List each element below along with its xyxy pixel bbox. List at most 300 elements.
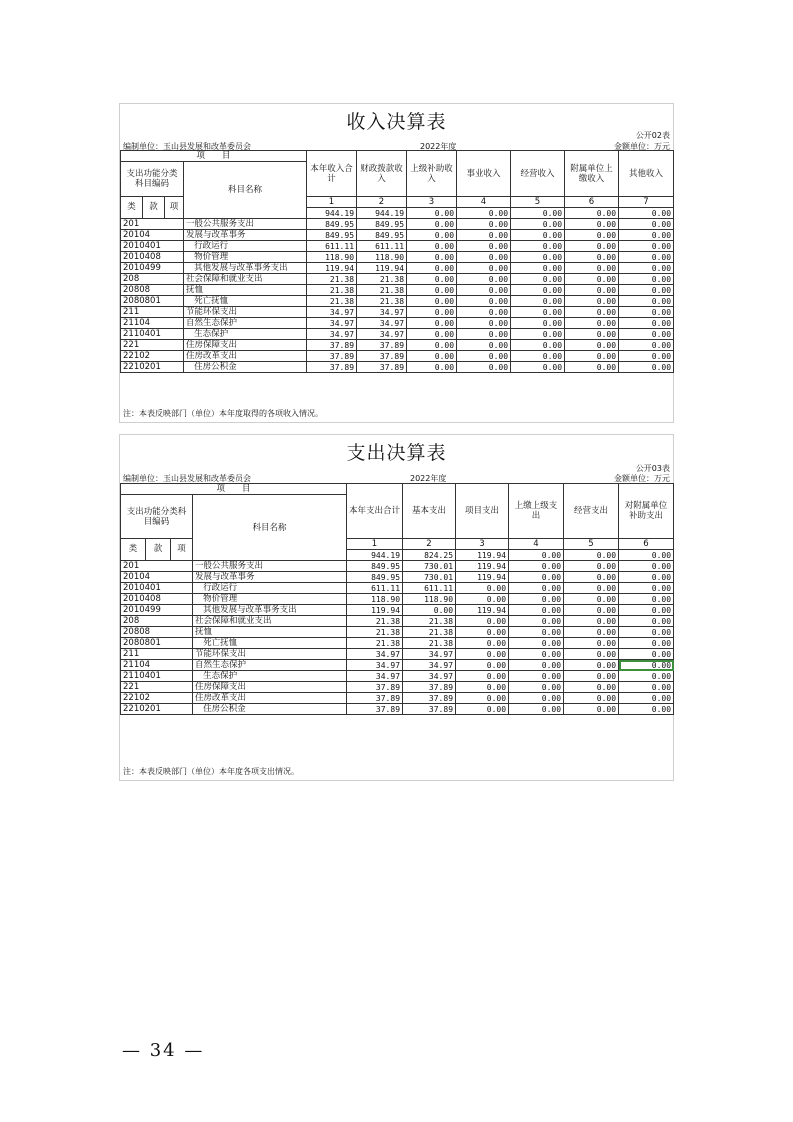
row-value[interactable]: 849.95	[347, 561, 403, 572]
row-value[interactable]: 0.00	[509, 671, 564, 682]
name-header: 科目名称	[184, 162, 307, 219]
row-name[interactable]: 一般公共服务支出	[184, 219, 307, 230]
income-compiling-unit: 编制单位：玉山县发展和改革委员会	[123, 142, 251, 151]
row-value[interactable]: 0.00	[407, 274, 457, 285]
expenditure-table	[120, 483, 674, 715]
row-value[interactable]: 849.95	[347, 572, 403, 583]
row-code[interactable]: 2010401	[121, 583, 193, 594]
row-value[interactable]: 0.00	[619, 285, 674, 296]
row-code[interactable]: 2210201	[121, 704, 193, 715]
row-code[interactable]: 2010499	[121, 263, 184, 274]
row-value[interactable]: 0.00	[457, 296, 511, 307]
row-code[interactable]: 211	[121, 307, 184, 318]
table-row	[121, 219, 674, 230]
row-value[interactable]: 21.38	[403, 638, 456, 649]
row-value[interactable]: 0.00	[509, 704, 564, 715]
row-value[interactable]: 119.94	[456, 605, 509, 616]
row-value[interactable]: 0.00	[457, 285, 511, 296]
row-name[interactable]: 发展与改革事务	[193, 572, 347, 583]
row-value[interactable]: 0.00	[407, 362, 457, 373]
row-value[interactable]: 849.95	[357, 230, 407, 241]
row-value[interactable]: 37.89	[307, 351, 357, 362]
row-name[interactable]: 住房公积金	[184, 362, 307, 373]
row-value[interactable]: 0.00	[457, 252, 511, 263]
row-code[interactable]: 2010408	[121, 252, 184, 263]
row-value[interactable]: 0.00	[619, 693, 674, 704]
row-value[interactable]: 118.90	[403, 594, 456, 605]
table-row	[121, 583, 674, 594]
row-value[interactable]: 0.00	[407, 263, 457, 274]
row-value[interactable]: 119.94	[307, 263, 357, 274]
row-value[interactable]: 0.00	[564, 616, 619, 627]
row-value[interactable]: 0.00	[565, 318, 619, 329]
row-code[interactable]: 201	[121, 561, 193, 572]
row-name[interactable]: 住房保障支出	[193, 682, 347, 693]
row-value[interactable]: 0.00	[511, 340, 565, 351]
row-value[interactable]: 0.00	[509, 616, 564, 627]
row-value[interactable]: 0.00	[511, 296, 565, 307]
row-value[interactable]: 0.00	[457, 241, 511, 252]
row-name[interactable]: 节能环保支出	[184, 307, 307, 318]
row-value[interactable]: 0.00	[457, 263, 511, 274]
table-row	[121, 285, 674, 296]
row-value[interactable]: 0.00	[511, 230, 565, 241]
row-value[interactable]: 0.00	[565, 351, 619, 362]
total-value: 0.00	[564, 550, 619, 561]
row-code[interactable]: 211	[121, 649, 193, 660]
row-code[interactable]: 20104	[121, 572, 193, 583]
total-value: 944.19	[307, 208, 357, 219]
row-value[interactable]: 21.38	[357, 296, 407, 307]
row-code[interactable]: 2210201	[121, 362, 184, 373]
row-value[interactable]: 21.38	[357, 285, 407, 296]
row-value[interactable]: 0.00	[619, 704, 674, 715]
row-value[interactable]: 0.00	[407, 307, 457, 318]
row-name[interactable]: 社会保障和就业支出	[193, 616, 347, 627]
col-header: 上级补助收入	[407, 151, 457, 197]
row-code[interactable]: 22102	[121, 351, 184, 362]
row-value[interactable]: 0.00	[619, 572, 674, 583]
row-name[interactable]: 抚恤	[193, 627, 347, 638]
row-value[interactable]: 0.00	[619, 296, 674, 307]
row-value[interactable]: 0.00	[565, 219, 619, 230]
row-value[interactable]: 21.38	[347, 616, 403, 627]
col-number: 5	[564, 539, 619, 550]
row-value[interactable]: 611.11	[403, 583, 456, 594]
row-value[interactable]: 0.00	[511, 329, 565, 340]
row-value[interactable]: 0.00	[456, 660, 509, 671]
row-value[interactable]: 0.00	[564, 660, 619, 671]
col-header: 其他收入	[619, 151, 674, 197]
row-name[interactable]: 住房公积金	[193, 704, 347, 715]
row-value[interactable]: 0.00	[456, 704, 509, 715]
total-value: 944.19	[347, 550, 403, 561]
row-code[interactable]: 2080801	[121, 638, 193, 649]
row-value[interactable]: 0.00	[564, 671, 619, 682]
row-value[interactable]: 0.00	[457, 351, 511, 362]
row-code[interactable]: 2010499	[121, 605, 193, 616]
row-value[interactable]: 0.00	[407, 285, 457, 296]
row-value[interactable]: 0.00	[564, 682, 619, 693]
row-value[interactable]: 34.97	[403, 649, 456, 660]
row-value[interactable]: 37.89	[403, 693, 456, 704]
row-value[interactable]: 0.00	[511, 241, 565, 252]
row-value[interactable]: 0.00	[619, 252, 674, 263]
expenditure-statement-sheet	[119, 434, 674, 781]
row-value[interactable]: 0.00	[511, 351, 565, 362]
row-value[interactable]: 21.38	[403, 616, 456, 627]
row-code[interactable]: 20104	[121, 230, 184, 241]
row-code[interactable]: 208	[121, 274, 184, 285]
row-value[interactable]: 0.00	[456, 682, 509, 693]
row-name[interactable]: 发展与改革事务	[184, 230, 307, 241]
row-value[interactable]: 0.00	[407, 351, 457, 362]
row-value[interactable]: 0.00	[619, 638, 674, 649]
row-value[interactable]: 0.00	[511, 318, 565, 329]
col-xiang: 项	[171, 539, 193, 561]
row-name[interactable]: 死亡抚恤	[193, 638, 347, 649]
table-row	[121, 263, 674, 274]
row-value[interactable]: 849.95	[307, 219, 357, 230]
row-name[interactable]: 其他发展与改革事务支出	[193, 605, 347, 616]
row-name[interactable]: 社会保障和就业支出	[184, 274, 307, 285]
row-value[interactable]: 0.00	[509, 660, 564, 671]
income-statement-sheet	[119, 103, 674, 423]
row-value[interactable]: 34.97	[403, 671, 456, 682]
row-name[interactable]: 生态保护	[184, 329, 307, 340]
col-header: 对附属单位补助支出	[619, 484, 674, 539]
row-value[interactable]: 0.00	[619, 219, 674, 230]
row-name[interactable]: 住房改革支出	[184, 351, 307, 362]
row-value[interactable]: 0.00	[509, 594, 564, 605]
row-value[interactable]: 21.38	[307, 296, 357, 307]
col-number: 6	[565, 197, 619, 208]
row-value[interactable]: 37.89	[357, 362, 407, 373]
row-code[interactable]: 221	[121, 340, 184, 351]
expenditure-form-number: 公开03表	[635, 464, 670, 473]
col-header: 附属单位上缴收入	[565, 151, 619, 197]
income-currency-unit: 金额单位：万元	[614, 142, 670, 151]
table-row	[121, 230, 674, 241]
row-value[interactable]: 119.94	[357, 263, 407, 274]
row-value[interactable]: 119.94	[456, 572, 509, 583]
row-value[interactable]: 0.00	[565, 329, 619, 340]
row-value[interactable]: 37.89	[307, 362, 357, 373]
row-value[interactable]: 849.95	[307, 230, 357, 241]
row-value[interactable]: 0.00	[509, 605, 564, 616]
expenditure-table-note: 注：本表反映部门（单位）本年度各项支出情况。	[123, 767, 299, 776]
row-value[interactable]: 21.38	[347, 638, 403, 649]
row-value[interactable]: 0.00	[457, 340, 511, 351]
row-value[interactable]: 0.00	[407, 318, 457, 329]
total-value: 119.94	[456, 550, 509, 561]
row-value[interactable]: 0.00	[509, 682, 564, 693]
row-value[interactable]: 0.00	[456, 583, 509, 594]
row-value[interactable]: 0.00	[564, 638, 619, 649]
code-header: 支出功能分类科目编码	[121, 495, 193, 539]
row-value[interactable]: 0.00	[457, 230, 511, 241]
row-value[interactable]: 0.00	[456, 627, 509, 638]
row-value[interactable]: 0.00	[619, 318, 674, 329]
row-value[interactable]: 0.00	[619, 627, 674, 638]
row-value[interactable]: 0.00	[456, 638, 509, 649]
col-header: 经营支出	[564, 484, 619, 539]
row-value[interactable]: 611.11	[347, 583, 403, 594]
col-header: 财政拨款收入	[357, 151, 407, 197]
row-code[interactable]: 2010401	[121, 241, 184, 252]
row-value[interactable]: 0.00	[564, 572, 619, 583]
col-number: 4	[509, 539, 564, 550]
row-value[interactable]: 0.00	[564, 583, 619, 594]
row-code[interactable]: 21104	[121, 660, 193, 671]
expenditure-compiling-unit: 编制单位：玉山县发展和改革委员会	[123, 474, 251, 483]
row-value[interactable]: 0.00	[511, 263, 565, 274]
row-name[interactable]: 其他发展与改革事务支出	[184, 263, 307, 274]
row-value[interactable]: 0.00	[619, 682, 674, 693]
row-name[interactable]: 自然生态保护	[193, 660, 347, 671]
income-table-title: 收入决算表	[346, 111, 447, 133]
row-value[interactable]: 37.89	[347, 704, 403, 715]
col-number: 3	[407, 197, 457, 208]
row-value[interactable]: 0.00	[619, 583, 674, 594]
row-value[interactable]: 0.00	[407, 296, 457, 307]
col-lei: 类	[121, 539, 146, 561]
row-value[interactable]: 34.97	[357, 329, 407, 340]
row-value[interactable]: 34.97	[307, 307, 357, 318]
row-value[interactable]: 0.00	[564, 561, 619, 572]
row-value[interactable]: 0.00	[564, 704, 619, 715]
row-name[interactable]: 行政运行	[193, 583, 347, 594]
row-value[interactable]: 0.00	[619, 307, 674, 318]
row-value[interactable]: 730.01	[403, 572, 456, 583]
row-value[interactable]: 0.00	[509, 583, 564, 594]
row-value[interactable]: 0.00	[456, 671, 509, 682]
row-value[interactable]: 21.38	[357, 274, 407, 285]
row-value[interactable]: 0.00	[511, 362, 565, 373]
row-code[interactable]: 201	[121, 219, 184, 230]
row-value[interactable]: 849.95	[357, 219, 407, 230]
col-number: 7	[619, 197, 674, 208]
row-value[interactable]: 0.00	[565, 241, 619, 252]
row-value[interactable]: 0.00	[619, 594, 674, 605]
row-value[interactable]: 0.00	[564, 605, 619, 616]
income-table-note: 注：本表反映部门（单位）本年度取得的各项收入情况。	[123, 409, 323, 418]
page-number: — 34 —	[122, 1040, 205, 1061]
col-header: 经营收入	[511, 151, 565, 197]
row-value[interactable]: 0.00	[511, 219, 565, 230]
row-value[interactable]: 0.00	[457, 274, 511, 285]
row-value[interactable]: 118.90	[307, 252, 357, 263]
row-value[interactable]: 0.00	[407, 252, 457, 263]
row-value[interactable]: 0.00	[564, 649, 619, 660]
col-number: 6	[619, 539, 674, 550]
row-value[interactable]: 37.89	[347, 682, 403, 693]
row-code[interactable]: 20808	[121, 627, 193, 638]
row-code[interactable]: 208	[121, 616, 193, 627]
table-row	[121, 605, 674, 616]
table-row	[121, 296, 674, 307]
row-value[interactable]: 0.00	[457, 219, 511, 230]
row-name[interactable]: 物价管理	[184, 252, 307, 263]
row-value[interactable]: 0.00	[407, 329, 457, 340]
row-value[interactable]: 0.00	[457, 329, 511, 340]
row-value[interactable]: 34.97	[357, 318, 407, 329]
row-value[interactable]: 0.00	[619, 329, 674, 340]
row-value[interactable]: 0.00	[565, 274, 619, 285]
row-value[interactable]: 0.00	[619, 340, 674, 351]
row-value[interactable]: 0.00	[403, 605, 456, 616]
table-row	[121, 362, 674, 373]
row-value[interactable]: 37.89	[357, 340, 407, 351]
row-value[interactable]: 34.97	[357, 307, 407, 318]
row-value[interactable]: 34.97	[307, 329, 357, 340]
row-value[interactable]: 21.38	[307, 285, 357, 296]
row-value[interactable]: 21.38	[403, 627, 456, 638]
row-value[interactable]: 0.00	[509, 561, 564, 572]
row-code[interactable]: 2010408	[121, 594, 193, 605]
row-value[interactable]: 0.00	[456, 594, 509, 605]
row-value[interactable]: 119.94	[347, 605, 403, 616]
row-value[interactable]: 0.00	[619, 230, 674, 241]
row-value[interactable]: 37.89	[347, 693, 403, 704]
row-code[interactable]: 221	[121, 682, 193, 693]
col-header: 本年收入合计	[307, 151, 357, 197]
row-value[interactable]: 0.00	[456, 616, 509, 627]
row-value[interactable]: 0.00	[565, 263, 619, 274]
row-value[interactable]: 0.00	[619, 263, 674, 274]
row-name[interactable]: 行政运行	[184, 241, 307, 252]
table-row	[121, 671, 674, 682]
row-name[interactable]: 死亡抚恤	[184, 296, 307, 307]
code-header: 支出功能分类科目编码	[121, 162, 184, 197]
row-code[interactable]: 2110401	[121, 329, 184, 340]
row-value[interactable]: 0.00	[407, 219, 457, 230]
row-value[interactable]: 0.00	[511, 285, 565, 296]
row-value[interactable]: 0.00	[619, 274, 674, 285]
row-value[interactable]: 0.00	[619, 649, 674, 660]
row-code[interactable]: 20808	[121, 285, 184, 296]
row-code[interactable]: 22102	[121, 693, 193, 704]
row-value[interactable]: 0.00	[564, 594, 619, 605]
table-row	[121, 274, 674, 285]
row-value[interactable]: 0.00	[456, 693, 509, 704]
col-kuan: 款	[146, 539, 171, 561]
row-value[interactable]: 0.00	[619, 605, 674, 616]
col-header: 项目支出	[456, 484, 509, 539]
name-header: 科目名称	[193, 495, 347, 561]
row-value[interactable]: 118.90	[357, 252, 407, 263]
table-row	[121, 704, 674, 715]
row-value[interactable]: 34.97	[347, 649, 403, 660]
row-value[interactable]: 34.97	[403, 660, 456, 671]
row-name[interactable]: 住房保障支出	[184, 340, 307, 351]
row-value[interactable]: 0.00	[509, 572, 564, 583]
row-value[interactable]: 118.90	[347, 594, 403, 605]
row-value[interactable]: 0.00	[511, 274, 565, 285]
row-value[interactable]: 37.89	[403, 704, 456, 715]
row-value[interactable]: 0.00	[407, 241, 457, 252]
col-header: 上缴上级支出	[509, 484, 564, 539]
row-value[interactable]: 21.38	[307, 274, 357, 285]
row-value[interactable]: 0.00	[564, 693, 619, 704]
row-value[interactable]: 37.89	[403, 682, 456, 693]
row-name[interactable]: 住房改革支出	[193, 693, 347, 704]
table-row	[121, 693, 674, 704]
row-value[interactable]: 0.00	[565, 296, 619, 307]
row-value[interactable]: 0.00	[509, 638, 564, 649]
col-kuan: 款	[143, 197, 165, 219]
table-row	[121, 627, 674, 638]
row-value[interactable]: 0.00	[619, 351, 674, 362]
row-value[interactable]: 0.00	[619, 671, 674, 682]
row-value[interactable]: 0.00	[509, 693, 564, 704]
row-value[interactable]: 0.00	[457, 307, 511, 318]
row-value[interactable]: 0.00	[407, 340, 457, 351]
row-value[interactable]: 0.00	[565, 252, 619, 263]
row-value[interactable]: 0.00	[511, 307, 565, 318]
row-name[interactable]: 抚恤	[184, 285, 307, 296]
row-name[interactable]: 生态保护	[193, 671, 347, 682]
row-value[interactable]: 0.00	[565, 230, 619, 241]
row-value[interactable]: 0.00	[619, 561, 674, 572]
row-name[interactable]: 一般公共服务支出	[193, 561, 347, 572]
row-value[interactable]: 0.00	[509, 627, 564, 638]
col-header: 本年支出合计	[347, 484, 403, 539]
row-value[interactable]: 0.00	[457, 318, 511, 329]
row-value[interactable]: 0.00	[565, 362, 619, 373]
row-value[interactable]: 0.00	[565, 307, 619, 318]
row-name[interactable]: 自然生态保护	[184, 318, 307, 329]
row-value[interactable]: 0.00	[619, 660, 674, 671]
row-value[interactable]: 0.00	[457, 362, 511, 373]
row-value[interactable]: 611.11	[357, 241, 407, 252]
row-value[interactable]: 730.01	[403, 561, 456, 572]
row-value[interactable]: 34.97	[347, 671, 403, 682]
row-value[interactable]: 611.11	[307, 241, 357, 252]
row-value[interactable]: 34.97	[307, 318, 357, 329]
table-row	[121, 660, 674, 671]
row-value[interactable]: 0.00	[565, 340, 619, 351]
table-row	[121, 561, 674, 572]
row-code[interactable]: 2080801	[121, 296, 184, 307]
row-value[interactable]: 37.89	[307, 340, 357, 351]
row-name[interactable]: 节能环保支出	[193, 649, 347, 660]
row-value[interactable]: 0.00	[619, 362, 674, 373]
row-value[interactable]: 0.00	[511, 252, 565, 263]
income-table	[120, 150, 674, 373]
row-value[interactable]: 21.38	[347, 627, 403, 638]
expenditure-currency-unit: 金额单位：万元	[614, 474, 670, 483]
row-value[interactable]: 0.00	[456, 649, 509, 660]
row-name[interactable]: 物价管理	[193, 594, 347, 605]
col-number: 2	[403, 539, 456, 550]
row-value[interactable]: 0.00	[407, 230, 457, 241]
row-value[interactable]: 119.94	[456, 561, 509, 572]
row-code[interactable]: 2110401	[121, 671, 193, 682]
row-value[interactable]: 34.97	[347, 660, 403, 671]
row-value[interactable]: 0.00	[565, 285, 619, 296]
col-number: 1	[347, 539, 403, 550]
row-value[interactable]: 37.89	[357, 351, 407, 362]
col-number: 1	[307, 197, 357, 208]
row-value[interactable]: 0.00	[509, 649, 564, 660]
row-value[interactable]: 0.00	[564, 627, 619, 638]
row-value[interactable]: 0.00	[619, 241, 674, 252]
row-value[interactable]: 0.00	[619, 616, 674, 627]
row-code[interactable]: 21104	[121, 318, 184, 329]
total-value: 0.00	[407, 208, 457, 219]
table-row	[121, 572, 674, 583]
